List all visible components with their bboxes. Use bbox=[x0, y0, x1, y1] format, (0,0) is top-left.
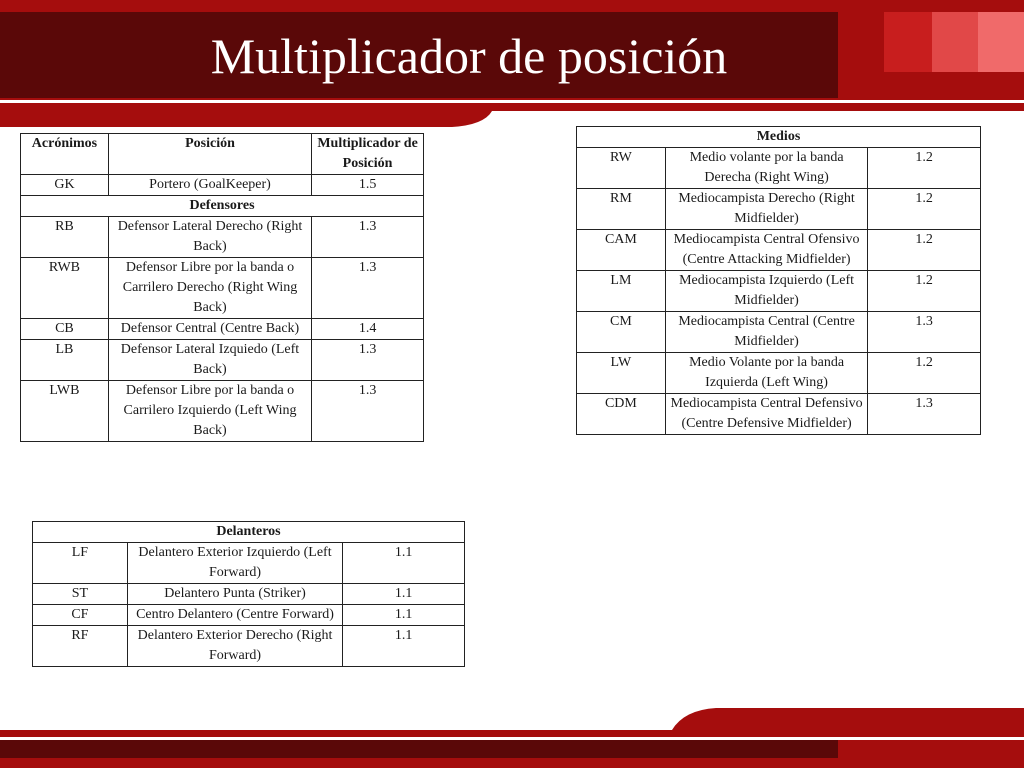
cell-acronym: CF bbox=[33, 605, 128, 626]
header-square-3 bbox=[978, 12, 1024, 72]
cell-multiplier: 1.3 bbox=[312, 258, 424, 319]
table-row bbox=[577, 312, 981, 353]
table-header-row bbox=[21, 134, 424, 175]
cell-multiplier: 1.1 bbox=[343, 543, 465, 584]
table-row bbox=[21, 319, 424, 340]
cell-position: Delantero Exterior Derecho (Right Forward) bbox=[127, 626, 343, 667]
section-row bbox=[21, 196, 424, 217]
cell-acronym: CDM bbox=[577, 394, 666, 435]
cell-position: Defensor Libre por la banda o Carrilero Derecho (Right Wing Back) bbox=[108, 258, 311, 319]
delanteros-table bbox=[32, 521, 465, 667]
cell-multiplier: 1.1 bbox=[343, 584, 465, 605]
table-row bbox=[21, 340, 424, 381]
section-delanteros: Delanteros bbox=[33, 522, 465, 543]
footer-strip bbox=[0, 730, 1024, 737]
table-row bbox=[577, 189, 981, 230]
cell-multiplier: 1.4 bbox=[312, 319, 424, 340]
cell-acronym: RF bbox=[33, 626, 128, 667]
cell-acronym: CAM bbox=[577, 230, 666, 271]
cell-acronym: LW bbox=[577, 353, 666, 394]
header-multiplicador: Multiplicador de Posición bbox=[312, 134, 424, 175]
cell-position: Delantero Exterior Izquierdo (Left Forward) bbox=[127, 543, 343, 584]
footer-swoosh bbox=[0, 708, 1024, 730]
cell-multiplier: 1.2 bbox=[868, 271, 981, 312]
cell-acronym: ST bbox=[33, 584, 128, 605]
cell-position: Mediocampista Central Ofensivo (Centre Attacking Midfielder) bbox=[665, 230, 868, 271]
table-row bbox=[21, 258, 424, 319]
cell-acronym: RM bbox=[577, 189, 666, 230]
cell-position: Defensor Central (Centre Back) bbox=[108, 319, 311, 340]
cell-position: Centro Delantero (Centre Forward) bbox=[127, 605, 343, 626]
cell-acronym: CB bbox=[21, 319, 109, 340]
section-row bbox=[577, 127, 981, 148]
footer-dark-bar bbox=[0, 740, 838, 758]
cell-multiplier: 1.5 bbox=[312, 175, 424, 196]
cell-multiplier: 1.3 bbox=[312, 217, 424, 258]
table-row bbox=[33, 543, 465, 584]
table-row bbox=[21, 175, 424, 196]
cell-acronym: LWB bbox=[21, 381, 109, 442]
header-square-2 bbox=[932, 12, 978, 72]
section-medios: Medios bbox=[577, 127, 981, 148]
cell-position: Portero (GoalKeeper) bbox=[108, 175, 311, 196]
table-row bbox=[33, 584, 465, 605]
table-row bbox=[577, 148, 981, 189]
cell-position: Medio volante por la banda Derecha (Right Wing) bbox=[665, 148, 868, 189]
cell-acronym: LB bbox=[21, 340, 109, 381]
cell-position: Delantero Punta (Striker) bbox=[127, 584, 343, 605]
cell-multiplier: 1.3 bbox=[312, 340, 424, 381]
defensores-table bbox=[20, 133, 424, 442]
cell-acronym: RWB bbox=[21, 258, 109, 319]
cell-multiplier: 1.3 bbox=[312, 381, 424, 442]
cell-multiplier: 1.3 bbox=[868, 312, 981, 353]
cell-multiplier: 1.1 bbox=[343, 626, 465, 667]
table-row bbox=[577, 353, 981, 394]
cell-position: Mediocampista Central Defensivo (Centre Defensive Midfielder) bbox=[665, 394, 868, 435]
footer-base bbox=[0, 758, 1024, 768]
table-row bbox=[577, 271, 981, 312]
cell-acronym: LF bbox=[33, 543, 128, 584]
medios-table bbox=[576, 126, 981, 435]
header-swoosh bbox=[0, 111, 1024, 127]
cell-multiplier: 1.2 bbox=[868, 353, 981, 394]
cell-multiplier: 1.2 bbox=[868, 148, 981, 189]
table-row bbox=[21, 381, 424, 442]
footer-red-bar bbox=[838, 740, 1024, 758]
section-defensores: Defensores bbox=[21, 196, 424, 217]
section-row bbox=[33, 522, 465, 543]
cell-acronym: CM bbox=[577, 312, 666, 353]
cell-acronym: GK bbox=[21, 175, 109, 196]
cell-acronym: RB bbox=[21, 217, 109, 258]
cell-position: Mediocampista Central (Centre Midfielder) bbox=[665, 312, 868, 353]
table-row bbox=[33, 626, 465, 667]
table-row bbox=[33, 605, 465, 626]
slide-title: Multiplicador de posición bbox=[210, 28, 728, 84]
cell-multiplier: 1.2 bbox=[868, 189, 981, 230]
header-strip bbox=[0, 103, 1024, 111]
cell-multiplier: 1.1 bbox=[343, 605, 465, 626]
cell-position: Mediocampista Izquierdo (Left Midfielder) bbox=[665, 271, 868, 312]
cell-position: Medio Volante por la banda Izquierda (Left Wing) bbox=[665, 353, 868, 394]
header-acronimos: Acrónimos bbox=[21, 134, 109, 175]
header-posicion: Posición bbox=[108, 134, 311, 175]
cell-position: Defensor Libre por la banda o Carrilero Izquierdo (Left Wing Back) bbox=[108, 381, 311, 442]
cell-position: Mediocampista Derecho (Right Midfielder) bbox=[665, 189, 868, 230]
table-row bbox=[577, 230, 981, 271]
cell-multiplier: 1.2 bbox=[868, 230, 981, 271]
table-row bbox=[21, 217, 424, 258]
cell-position: Defensor Lateral Izquiedo (Left Back) bbox=[108, 340, 311, 381]
cell-acronym: RW bbox=[577, 148, 666, 189]
table-row bbox=[577, 394, 981, 435]
cell-acronym: LM bbox=[577, 271, 666, 312]
cell-position: Defensor Lateral Derecho (Right Back) bbox=[108, 217, 311, 258]
cell-multiplier: 1.3 bbox=[868, 394, 981, 435]
